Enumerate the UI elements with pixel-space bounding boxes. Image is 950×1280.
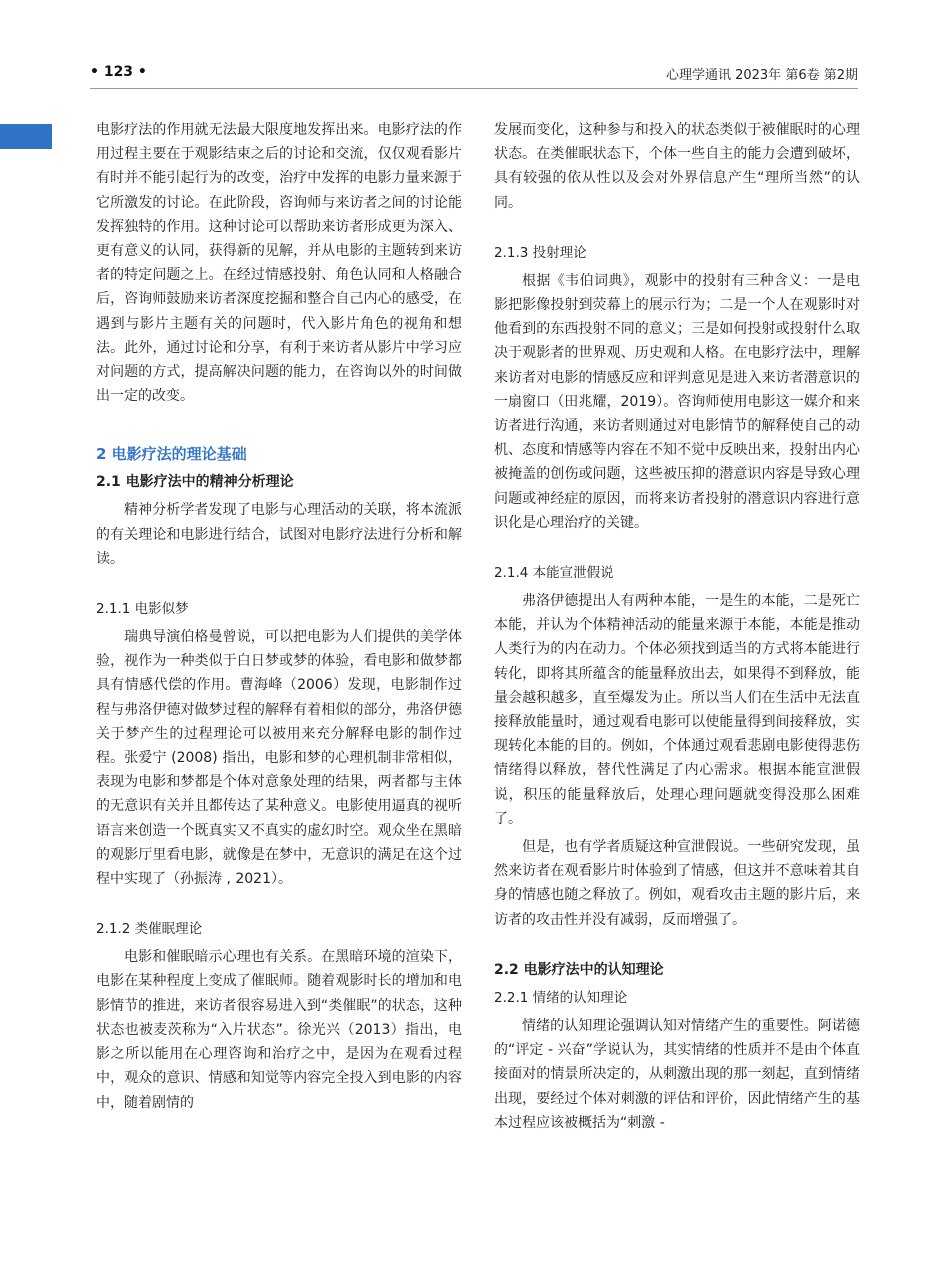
journal-title: 心理学通讯 2023年 第6卷 第2期 [665, 68, 858, 83]
section-tab-marker [0, 124, 52, 149]
paragraph: 发展而变化，这种参与和投入的状态类似于被催眠时的心理状态。在类催眠状态下，个体一些自主的能力会遭到破坏，具有较强的依从性以及会对外界信息产生“理所当然”的认同。 [494, 122, 860, 211]
paragraph: 电影疗法的作用就无法最大限度地发挥出来。电影疗法的作用过程主要在于观影结束之后的讨论和交流，仅仅观看影片有时并不能引起行为的改变，治疗中发挥的电影力量来源于它所激发的讨论。在此阶段，咨询师与来访者之间的讨论能发挥独特的作用。这种讨论可以帮助来访者形成更为深入、更有意义的认同，获得新的见解，并从电影的主题转到来访者的特定问题之上。在经过情感投射、角色认同和人格融合后，咨询师鼓励来访者深度挖掘和整合自己内心的感受，在遇到与影片主题有关的问题时，代入影片角色的视角和想法。此外，通过讨论和分享，有利于来访者从影片中学习应对问题的方式，提高解决问题的能力，在咨询以外的时间做出一定的改变。 [96, 122, 462, 405]
paragraph: 根据《韦伯词典》，观影中的投射有三种含义：一是电影把影像投射到荧幕上的展示行为；二是一个人在观影时对他看到的东西投射不同的意义；三是如何投射或投射什么取决于观影者的世界观、历史观和人格。在电影疗法中，理解来访者对电影的情感反应和评判意见是进入来访者潜意识的一扇窗口（田兆耀，2019）。咨询师使用电影这一媒介和来访者进行沟通，来访者则通过对电影情节的解释使自己的动机、态度和情感等内容在不知不觉中反映出来，投射出内心被掩盖的创伤或问题，这些被压抑的潜意识内容是导致心理问题或神经症的原因，而将来访者投射的潜意识内容进行意识化是心理治疗的关键。 [494, 272, 860, 531]
right-column [494, 118, 860, 1135]
page-header [90, 60, 858, 89]
section-heading: 2 电影疗法的理论基础 [96, 445, 247, 464]
paragraph: 精神分析学者发现了电影与心理活动的关联，将本流派的有关理论和电影进行结合，试图对电影疗法进行分析和解读。 [96, 502, 462, 567]
left-column [96, 118, 462, 1115]
subsection-heading: 2.1 电影疗法中的精神分析理论 [96, 474, 294, 491]
subsubsection-heading: 2.1.4 本能宣泄假说 [494, 565, 614, 582]
subsubsection-heading: 2.1.1 电影似梦 [96, 601, 189, 618]
paragraph: 情绪的认知理论强调认知对情绪产生的重要性。阿诺德的“评定 - 兴奋”学说认为，其实情绪的性质并不是由个体直接面对的情景所决定的，从刺激出现的那一刻起，直到情绪出现，要经过个体对刺激的评估和评价，因此情绪产生的基本过程应该被概括为“刺激 - [494, 1017, 860, 1131]
subsubsection-heading: 2.1.2 类催眠理论 [96, 921, 203, 938]
paragraph: 电影和催眠暗示心理也有关系。在黑暗环境的渲染下，电影在某种程度上变成了催眠师。随着观影时长的增加和电影情节的推进，来访者很容易进入到“类催眠”的状态，这种状态也被麦茨称为“入片状态”。徐光兴（2013）指出，电影之所以能用在心理咨询和治疗之中，是因为在观看过程中，观众的意识、情感和知觉等内容完全投入到电影的内容中，随着剧情的 [96, 949, 462, 1111]
subsubsection-heading: 2.2.1 情绪的认知理论 [494, 989, 628, 1006]
subsubsection-heading: 2.1.3 投射理论 [494, 244, 587, 261]
paragraph: 弗洛伊德提出人有两种本能，一是生的本能，二是死亡本能，并认为个体精神活动的能量来源于本能，本能是推动人类行为的内在动力。个体必须找到适当的方式将本能进行转化，即将其所蕴含的能量释放出去，如果得不到释放，能量会越积越多，直至爆发为止。所以当人们在生活中无法直接释放能量时，通过观看电影可以使能量得到间接释放，实现转化本能的目的。例如，个体通过观看悲剧电影使得悲伤情绪得以释放，替代性满足了内心需求。根据本能宣泄假说，积压的能量释放后，处理心理问题就变得没那么困难了。 [494, 593, 860, 827]
page-number: • 123 • [90, 64, 147, 80]
subsection-heading: 2.2 电影疗法中的认知理论 [494, 961, 664, 978]
paragraph: 但是，也有学者质疑这种宣泄假说。一些研究发现，虽然来访者在观看影片时体验到了情感，但这并不意味着其自身的情感也随之释放了。例如，观看攻击主题的影片后，来访者的攻击性并没有减弱，反而增强了。 [494, 839, 860, 928]
paragraph: 瑞典导演伯格曼曾说，可以把电影为人们提供的美学体验，视作为一种类似于白日梦或梦的体验，看电影和做梦都具有情感代偿的作用。曹海峰（2006）发现，电影制作过程与弗洛伊德对做梦过程的解释有着相似的部分，弗洛伊德关于梦产生的过程理论可以被用来充分解释电影的制作过程。张爱宁 (2008) 指出，电影和梦的心理机制非常相似，表现为电影和梦都是个体对意象处理的结果，两者都与主体的无意识有关并且都传达了某种意义。电影使用逼真的视听语言来创造一个既真实又不真实的虚幻时空。观众坐在黑暗的观影厅里看电影，就像是在梦中，无意识的满足在这个过程中实现了（孙振涛 , 2021）。 [96, 629, 462, 888]
